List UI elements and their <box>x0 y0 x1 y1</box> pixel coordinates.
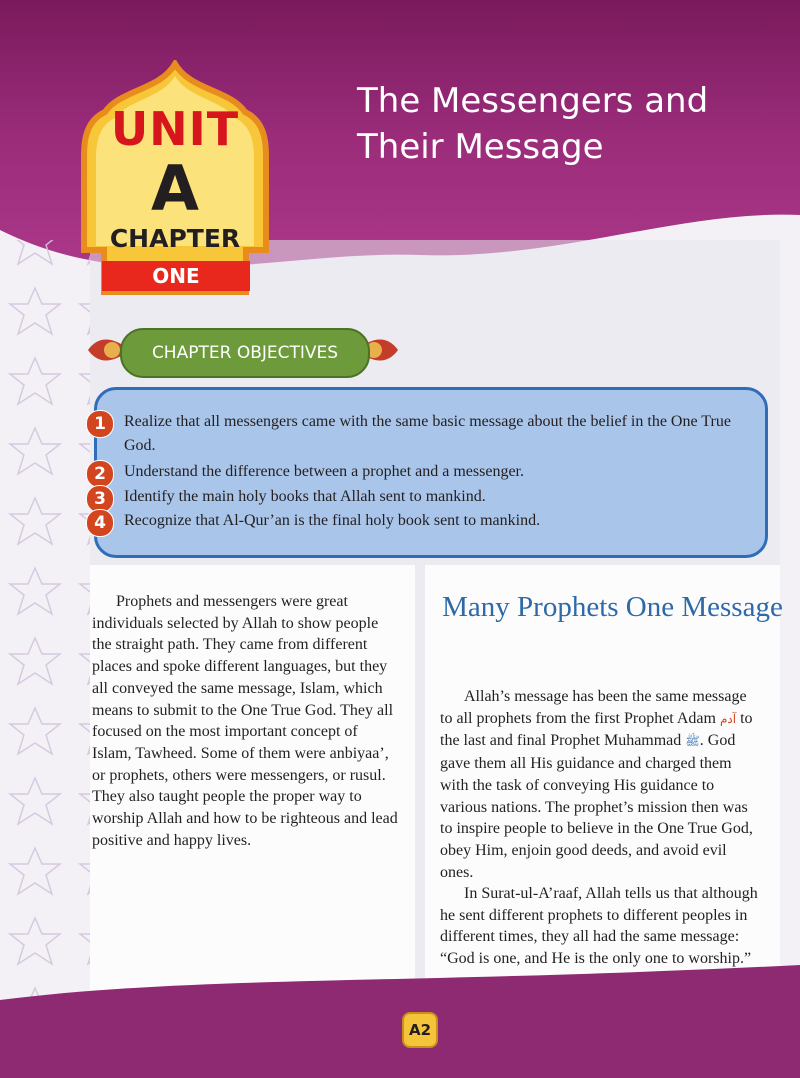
objective-text: Understand the difference between a prophet and a messenger. <box>124 463 524 480</box>
section-paragraph <box>440 686 760 883</box>
paragraph-text: Allah’s message has been the same message to all prophets from the first Prophet Adam <box>440 688 747 727</box>
paragraph-text: to the last and final Prophet Muhammad <box>440 709 753 750</box>
page-number-badge <box>402 1012 438 1048</box>
paragraph-text: . God gave them all His guidance and charged them with the task of conveying His guidance to various nations. The prophet’s mission then was to inspire people to believe in the One True God, obey Him, enjoin good deeds, and avoid evil ones. <box>440 732 753 881</box>
objective-number: 3 <box>86 485 114 513</box>
chapter-objectives-label: CHAPTER OBJECTIVES <box>120 328 370 378</box>
honorific-symbol: ﷺ <box>685 734 700 749</box>
section-heading: Many Prophets One Message <box>442 591 783 623</box>
unit-letter: A <box>151 152 199 225</box>
objective-text: Identify the main holy books that Allah sent to mankind. <box>124 488 486 505</box>
objective-number: 2 <box>86 460 114 488</box>
objective-text: Realize that all messengers came with the same basic message about the belief in the One True God. <box>124 413 731 454</box>
section-paragraph: In Surat-ul-A’raaf, Allah tells us that although he sent different prophets to different peoples in different times, they all had the same message: “God is one, and He is the only one to worship.” <box>440 885 758 968</box>
objective-text: Recognize that Al-Qur’an is the final holy book sent to mankind. <box>124 512 541 529</box>
intro-paragraph: Prophets and messengers were great individuals selected by Allah to show people the straight path. They came from different places and spoke different languages, but they all conveyed the same message, Islam, which means to submit to the One True God. They all focused on the most important concept of Islam, Tawheed. Some of them were anbiyaa’, or prophets, others were messengers, or rusul. They also taught people the proper way to worship Allah and how to be righteous and lead positive and happy lives. <box>92 593 398 849</box>
unit-label: UNIT <box>110 102 240 156</box>
chapter-number: ONE <box>102 261 250 291</box>
objective-number: 1 <box>86 410 114 438</box>
page-number: A2 <box>408 1021 432 1039</box>
unit-chapter-badge <box>70 60 280 300</box>
chapter-label: CHAPTER <box>109 224 241 253</box>
arabic-name: آدم <box>719 711 737 726</box>
objective-number: 4 <box>86 509 114 537</box>
page-title: The Messengers and Their Message <box>357 81 709 167</box>
